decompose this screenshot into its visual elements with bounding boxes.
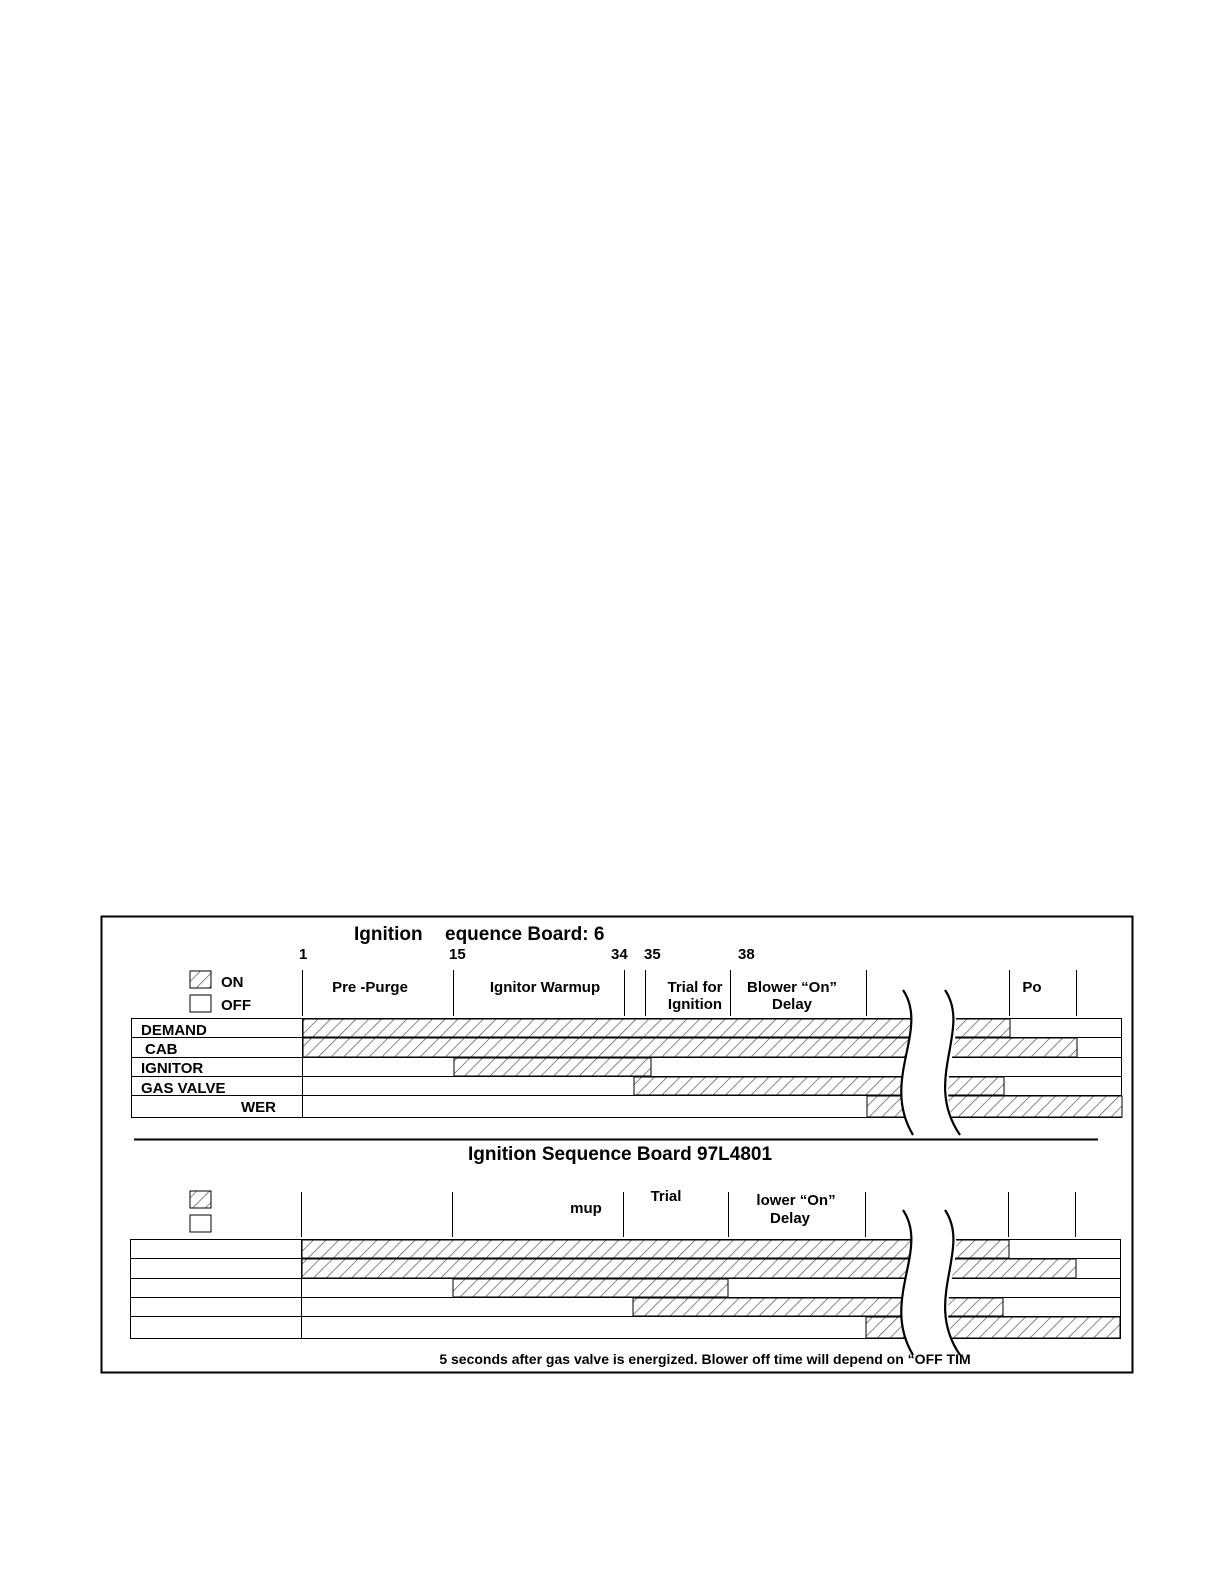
legend-on-swatch (190, 971, 211, 988)
legend-on-swatch (190, 1191, 211, 1208)
bar-ignitor-on (453, 1279, 728, 1297)
legend-off-swatch (190, 995, 211, 1012)
footnote: 5 seconds after gas valve is energized. Blower off time will depend on “OFF TIM (439, 1351, 971, 1367)
tick-label: 15 (449, 946, 466, 963)
top-title-a: Ignition (354, 924, 423, 945)
phase-blower-line2: Delay (769, 1210, 811, 1227)
top-title-b: equence Board: 6 (445, 924, 605, 945)
signal-demand: DEMAND (141, 1022, 207, 1039)
top-on-bars (303, 1019, 1122, 1117)
phase-trial-fragment: Trial (650, 1188, 682, 1205)
signal-ignitor: IGNITOR (141, 1060, 204, 1077)
phase-trial-line1: Trial for (667, 979, 723, 996)
tick-label: 35 (644, 946, 661, 963)
legend-off-label: OFF (221, 997, 251, 1014)
phase-ignitor-warmup: Ignitor Warmup (489, 979, 601, 996)
bottom-on-bars (302, 1240, 1120, 1338)
tick-label: 34 (611, 946, 628, 963)
signal-gas-valve: GAS VALVE (141, 1080, 226, 1097)
bar-demand-on (303, 1019, 1010, 1037)
bar-demand-on (302, 1240, 1009, 1258)
phase-warmup-fragment: mup (570, 1200, 602, 1217)
phase-post: Po (1022, 979, 1042, 996)
bottom-phase-dividers (302, 1192, 1076, 1237)
legend-on-label: ON (221, 974, 244, 991)
phase-blower-line2: Delay (771, 996, 813, 1013)
phase-blower-line1: lower “On” (756, 1192, 836, 1209)
phase-pre-purge: Pre -Purge (332, 979, 408, 996)
tick-label: 1 (299, 946, 308, 963)
bar-cab-on (302, 1259, 1076, 1278)
signal-blower: WER (241, 1099, 276, 1116)
bottom-title: Ignition Sequence Board 97L4801 (467, 1144, 773, 1165)
phase-blower-line1: Blower “On” (746, 979, 838, 996)
signal-cab: CAB (145, 1041, 178, 1058)
phase-trial-line2: Ignition (667, 996, 723, 1013)
bar-cab-on (303, 1038, 1077, 1057)
tick-label: 38 (738, 946, 755, 963)
legend-off-swatch (190, 1215, 211, 1232)
bar-ignitor-on (454, 1058, 651, 1076)
